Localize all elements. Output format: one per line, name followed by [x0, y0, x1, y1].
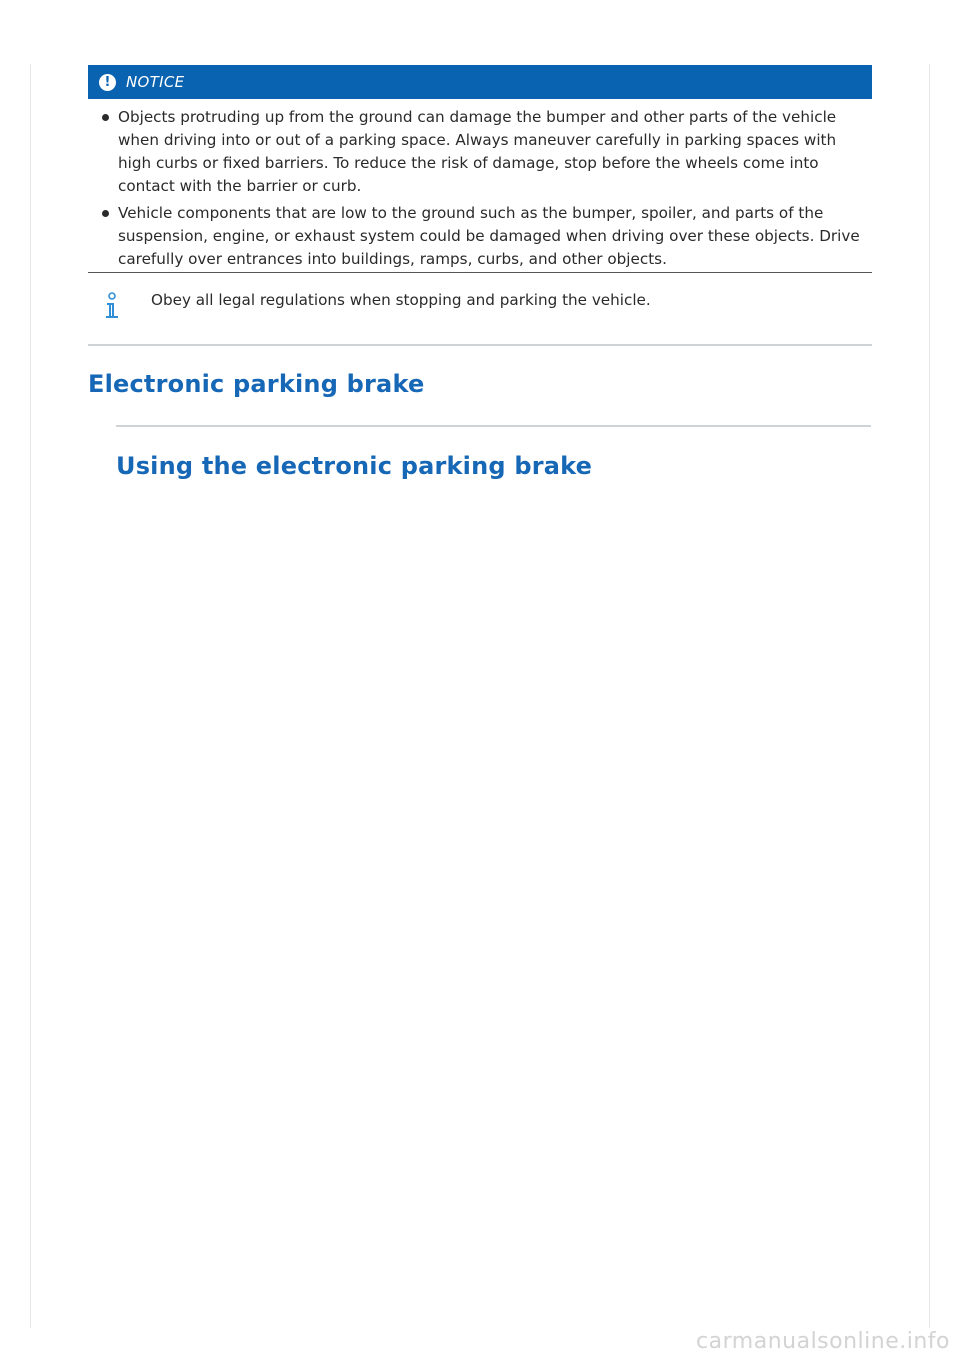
bullet-icon [102, 210, 109, 217]
section-title: Electronic parking brake [88, 370, 425, 398]
notice-header [88, 65, 872, 99]
info-text: Obey all legal regulations when stopping and parking the vehicle. [151, 291, 651, 309]
left-margin-line [30, 64, 31, 1328]
list-item [100, 106, 870, 198]
section-divider [88, 344, 872, 346]
subsection-title: Using the electronic parking brake [116, 452, 593, 480]
exclamation-circle-icon: ! [99, 74, 116, 91]
notice-label: NOTICE [126, 73, 185, 91]
right-margin-line [929, 64, 930, 1328]
notice-list [100, 106, 870, 275]
notice-divider [88, 272, 872, 273]
list-item [100, 202, 870, 271]
subsection-divider [116, 425, 871, 427]
watermark: carmanualsonline.info [696, 1329, 950, 1354]
bullet-icon [102, 114, 109, 121]
notice-item-text: Objects protruding up from the ground can damage the bumper and other parts of the vehicle when driving into or out of a parking space. Always maneuver carefully in parking spaces with high curbs or fixed barriers. To reduce the risk of damage, stop before the wheels come into contact with the barrier or curb. [118, 108, 837, 195]
info-icon [103, 292, 121, 322]
notice-item-text: Vehicle components that are low to the ground such as the bumper, spoiler, and parts of the suspension, engine, or exhaust system could be damaged when driving over these objects. Drive carefully over entrances into buildings, ramps, curbs, and other objects. [118, 204, 860, 268]
